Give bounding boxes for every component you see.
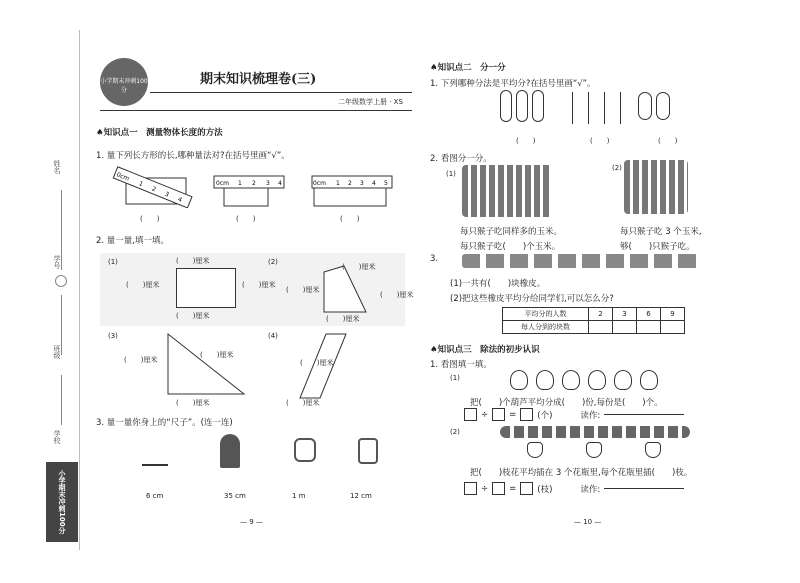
answer-blank[interactable]: ( ) [140,215,160,223]
answer-blank[interactable]: ( )厘米 [326,315,360,323]
answer-blank[interactable]: ( ) [590,137,610,145]
answer-blank[interactable]: ( )厘米 [124,356,158,364]
ruler-option-2 [210,170,290,208]
answer-blank[interactable]: ( ) [236,215,256,223]
flowers-illustration [500,426,690,438]
rectangle-shape [176,268,236,308]
section-heading-1: ♠知识点一 测量物体长度的方法 [96,128,223,138]
svg-text:4: 4 [278,180,282,187]
svg-text:2: 2 [252,180,256,187]
corn-illustration [624,160,688,214]
class-field-label: 班级 [53,345,61,359]
answer-blank[interactable]: ( )厘米 [242,281,276,289]
binding-sidebar [44,30,80,550]
answer-blank[interactable]: ( )厘米 [300,359,334,367]
ruler-label: 0cm [115,171,131,183]
foot-icon [142,442,168,466]
svg-text:1: 1 [336,180,340,187]
ruler-option-3 [310,170,396,208]
eggs-group-3 [638,92,688,124]
svg-text:1: 1 [238,180,242,187]
logo-badge [100,58,148,106]
equation-box[interactable] [464,408,477,421]
answer-blank[interactable]: ( )厘米 [380,291,414,299]
svg-text:2: 2 [150,185,157,194]
equation-box[interactable] [464,482,477,495]
page-number: — 9 — [240,518,263,526]
page-title: 期末知识梳理卷(三) [200,72,317,87]
question-1: 1. 量下列长方形的长,哪种量法对?在括号里画“√”。 [96,151,290,161]
question-3: 3. 量一量你身上的“尺子”。(连一连) [96,418,233,428]
answer-blank[interactable]: ( )厘米 [176,257,210,265]
equation-row-1: ÷ = (个) 读作: [464,408,684,421]
svg-text:1: 1 [137,180,144,189]
name-field-label: 姓名 [53,160,61,174]
answer-blank[interactable]: ( ) [516,137,536,145]
read-answer-line[interactable] [604,488,684,489]
answer-blank[interactable]: ( )厘米 [200,351,234,359]
table-answer-cell[interactable] [661,321,685,334]
table-answer-cell[interactable] [637,321,661,334]
svg-text:0cm: 0cm [216,180,229,187]
question-2: 2. 看图分一分。 [430,154,492,164]
read-answer-line[interactable] [604,414,684,415]
answer-blank[interactable]: ( ) [658,137,678,145]
school-field-label: 学校 [53,430,61,444]
table-answer-cell[interactable] [613,321,637,334]
equation-box[interactable] [492,408,505,421]
subtitle: 二年级数学上册 · XS [338,98,403,106]
question-1: 1. 下列哪种分法是平均分?在括号里画“√”。 [430,79,596,89]
eggs-group-1 [500,90,560,124]
equation-box[interactable] [520,408,533,421]
svg-text:3: 3 [163,190,170,199]
child-figure-icon [220,434,240,468]
answer-blank[interactable]: ( )厘米 [126,281,160,289]
equation-box[interactable] [492,482,505,495]
division-table: 平均分的人数 2 3 6 9 每人分到的块数 [502,307,685,334]
corn-and-monkeys-illustration [462,165,552,217]
question-2: 2. 量一量,填一填。 [96,236,170,246]
eggs-group-2 [572,92,632,124]
equation-row-2: ÷ = (枝) 读作: [464,482,684,495]
svg-text:5: 5 [384,180,388,187]
section-heading-2: ♠知识点二 分一分 [430,63,506,73]
fist-icon [294,438,316,462]
answer-blank[interactable]: ( ) [340,215,360,223]
equation-box[interactable] [520,482,533,495]
section-heading-3: ♠知识点三 除法的初步认识 [430,345,540,355]
svg-text:3: 3 [266,180,270,187]
svg-text:3: 3 [360,180,364,187]
hand-span-icon [358,438,378,464]
triangle-shape [164,330,248,400]
answer-blank[interactable]: ( )厘米 [342,263,376,271]
gourds-illustration [510,370,690,392]
page-number: — 10 — [574,518,602,526]
ruler-option-1 [112,166,202,208]
binding-hole [55,275,67,287]
svg-text:0cm: 0cm [313,180,326,187]
brand-banner: 小学期末冲刺100分 [46,462,78,542]
svg-text:4: 4 [372,180,376,187]
logo-text: 小学期末冲刺100分 [100,78,148,94]
svg-text:4: 4 [176,195,183,204]
vases-illustration [506,442,682,458]
table-answer-cell[interactable] [589,321,613,334]
id-field-label: 学号 [53,255,61,269]
answer-blank[interactable]: ( )厘米 [286,286,320,294]
svg-text:2: 2 [348,180,352,187]
answer-blank[interactable]: ( )厘米 [176,399,210,407]
answer-blank[interactable]: ( )厘米 [286,399,320,407]
answer-blank[interactable]: ( )厘米 [176,312,210,320]
erasers-illustration [462,254,702,268]
